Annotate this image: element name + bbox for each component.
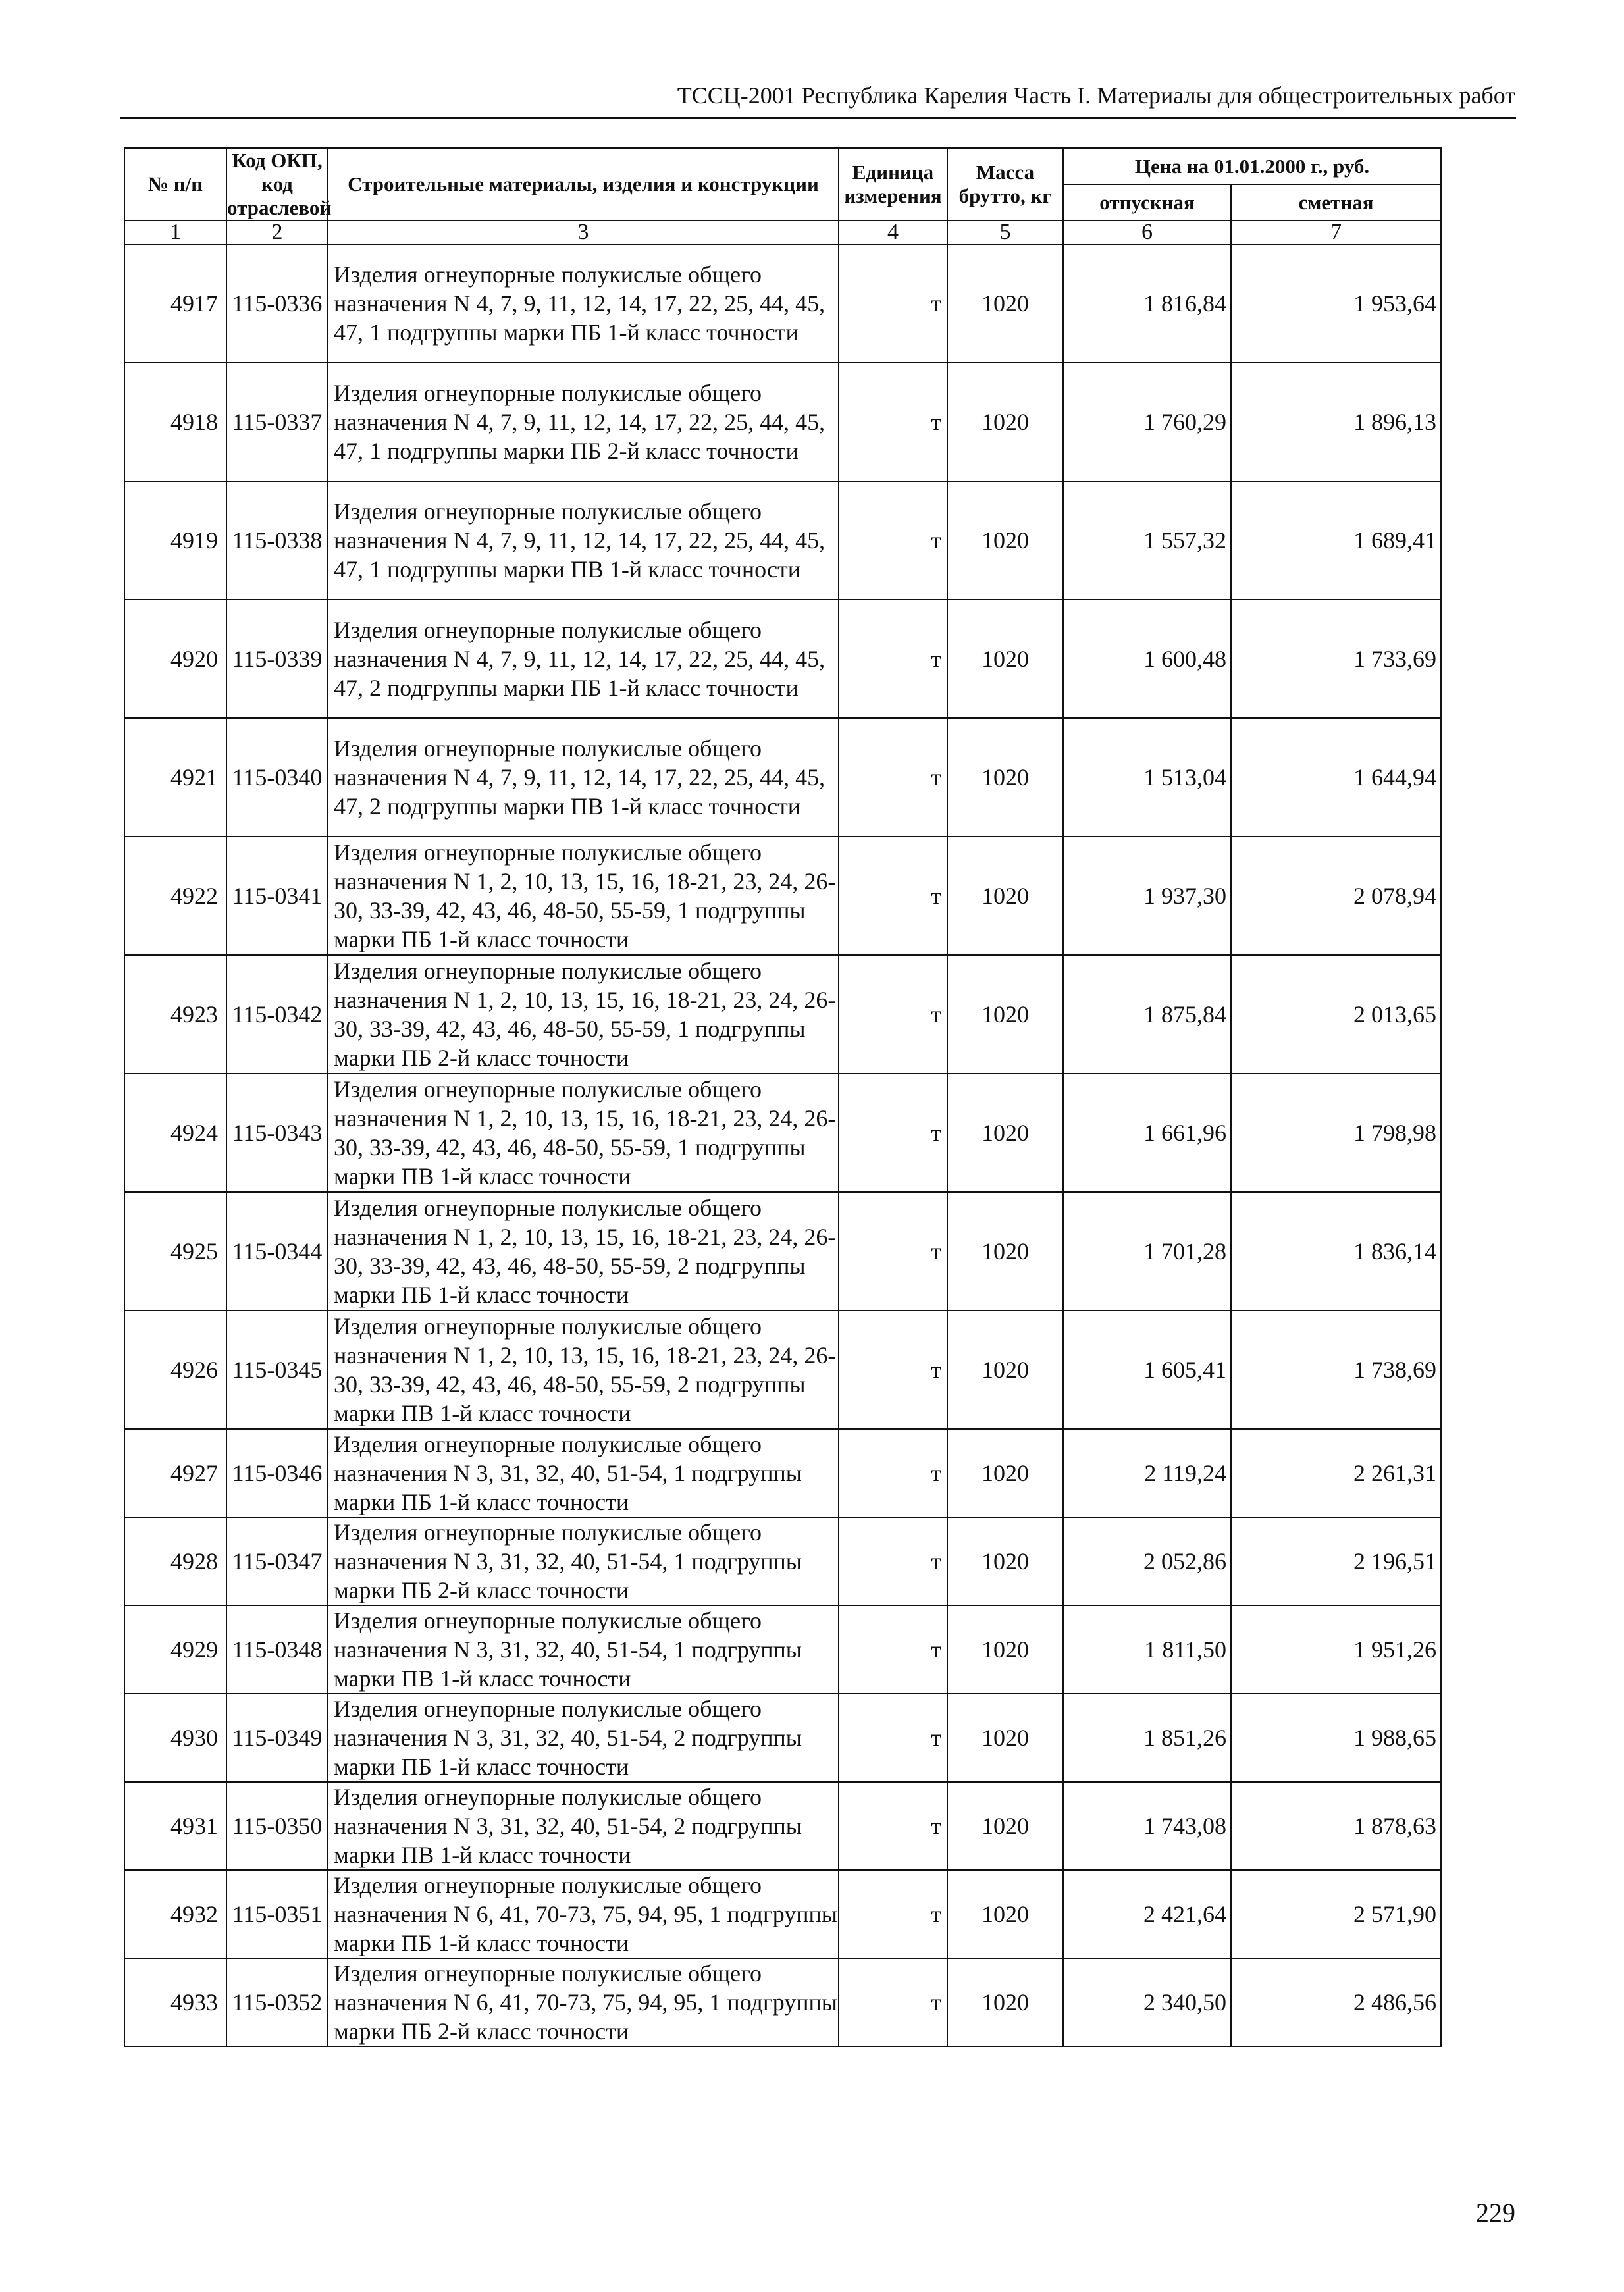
estimate-price: 1 798,98: [1231, 1074, 1441, 1192]
unit: т: [839, 1694, 947, 1782]
unit: т: [839, 363, 947, 481]
gross-mass: 1020: [947, 1694, 1063, 1782]
gross-mass: 1020: [947, 1311, 1063, 1429]
page-number: 229: [1476, 2198, 1515, 2227]
table-row: [124, 244, 1441, 363]
release-price: 1 605,41: [1063, 1311, 1231, 1429]
unit: т: [839, 1782, 947, 1870]
row-number: 4920: [124, 600, 226, 718]
table-row: [124, 955, 1441, 1074]
header-name: Строительные материалы, изделия и конструкции: [328, 148, 839, 221]
gross-mass: 1020: [947, 1958, 1063, 2046]
table-row: [124, 1694, 1441, 1782]
material-name: Изделия огнеупорные полукислые общего назначения N 1, 2, 10, 13, 15, 16, 18-21, 23, 24, 26-30, 33-39, 42, 43, 46, 48-50, 55-59, 2 подгруппы марки ПВ 1-й класс точности: [328, 1311, 839, 1429]
header-price-estimate: сметная: [1231, 184, 1441, 221]
release-price: 2 052,86: [1063, 1517, 1231, 1605]
unit: т: [839, 1074, 947, 1192]
okp-code: 115-0337: [226, 363, 328, 481]
material-name: Изделия огнеупорные полукислые общего назначения N 6, 41, 70-73, 75, 94, 95, 1 подгруппы марки ПБ 2-й класс точности: [328, 1958, 839, 2046]
okp-code: 115-0344: [226, 1192, 328, 1311]
release-price: 1 937,30: [1063, 837, 1231, 955]
table-row: [124, 1958, 1441, 2046]
unit: т: [839, 1605, 947, 1694]
estimate-price: 1 988,65: [1231, 1694, 1441, 1782]
header-price-group: Цена на 01.01.2000 г., руб.: [1063, 148, 1441, 184]
row-number: 4931: [124, 1782, 226, 1870]
okp-code: 115-0345: [226, 1311, 328, 1429]
estimate-price: 1 644,94: [1231, 718, 1441, 837]
row-number: 4928: [124, 1517, 226, 1605]
column-number: 7: [1231, 221, 1441, 244]
estimate-price: 1 951,26: [1231, 1605, 1441, 1694]
row-number: 4926: [124, 1311, 226, 1429]
unit: т: [839, 1311, 947, 1429]
okp-code: 115-0349: [226, 1694, 328, 1782]
price-table: [124, 147, 1442, 2047]
estimate-price: 1 953,64: [1231, 244, 1441, 363]
release-price: 2 421,64: [1063, 1870, 1231, 1958]
row-number: 4930: [124, 1694, 226, 1782]
release-price: 1 743,08: [1063, 1782, 1231, 1870]
okp-code: 115-0343: [226, 1074, 328, 1192]
gross-mass: 1020: [947, 1517, 1063, 1605]
header-code: Код ОКП, код отраслевой: [227, 149, 332, 219]
okp-code: 115-0339: [226, 600, 328, 718]
material-name: Изделия огнеупорные полукислые общего назначения N 3, 31, 32, 40, 51-54, 1 подгруппы марки ПВ 1-й класс точности: [328, 1605, 839, 1694]
release-price: 1 811,50: [1063, 1605, 1231, 1694]
release-price: 1 875,84: [1063, 955, 1231, 1074]
table-row: [124, 1605, 1441, 1694]
material-name: Изделия огнеупорные полукислые общего назначения N 4, 7, 9, 11, 12, 14, 17, 22, 25, 44, 45, 47, 1 подгруппы марки ПБ 2-й класс точности: [328, 363, 839, 481]
column-numbers-row: [124, 221, 1441, 244]
row-number: 4925: [124, 1192, 226, 1311]
estimate-price: 1 836,14: [1231, 1192, 1441, 1311]
material-name: Изделия огнеупорные полукислые общего назначения N 3, 31, 32, 40, 51-54, 2 подгруппы марки ПБ 1-й класс точности: [328, 1694, 839, 1782]
estimate-price: 2 486,56: [1231, 1958, 1441, 2046]
material-name: Изделия огнеупорные полукислые общего назначения N 1, 2, 10, 13, 15, 16, 18-21, 23, 24, 26-30, 33-39, 42, 43, 46, 48-50, 55-59, 1 подгруппы марки ПБ 1-й класс точности: [328, 837, 839, 955]
material-name: Изделия огнеупорные полукислые общего назначения N 1, 2, 10, 13, 15, 16, 18-21, 23, 24, 26-30, 33-39, 42, 43, 46, 48-50, 55-59, 1 подгруппы марки ПБ 2-й класс точности: [328, 955, 839, 1074]
material-name: Изделия огнеупорные полукислые общего назначения N 3, 31, 32, 40, 51-54, 1 подгруппы марки ПБ 1-й класс точности: [328, 1429, 839, 1517]
row-number: 4924: [124, 1074, 226, 1192]
estimate-price: 2 078,94: [1231, 837, 1441, 955]
material-name: Изделия огнеупорные полукислые общего назначения N 1, 2, 10, 13, 15, 16, 18-21, 23, 24, 26-30, 33-39, 42, 43, 46, 48-50, 55-59, 1 подгруппы марки ПВ 1-й класс точности: [328, 1074, 839, 1192]
release-price: 1 760,29: [1063, 363, 1231, 481]
gross-mass: 1020: [947, 1782, 1063, 1870]
material-name: Изделия огнеупорные полукислые общего назначения N 3, 31, 32, 40, 51-54, 1 подгруппы марки ПБ 2-й класс точности: [328, 1517, 839, 1605]
estimate-price: 1 689,41: [1231, 481, 1441, 600]
unit: т: [839, 955, 947, 1074]
table-row: [124, 1517, 1441, 1605]
okp-code: 115-0348: [226, 1605, 328, 1694]
page-header-title: ТССЦ-2001 Республика Карелия Часть I. Материалы для общестроительных работ: [677, 82, 1515, 109]
row-number: 4933: [124, 1958, 226, 2046]
gross-mass: 1020: [947, 244, 1063, 363]
okp-code: 115-0342: [226, 955, 328, 1074]
table-row: [124, 1870, 1441, 1958]
material-name: Изделия огнеупорные полукислые общего назначения N 3, 31, 32, 40, 51-54, 2 подгруппы марки ПВ 1-й класс точности: [328, 1782, 839, 1870]
unit: т: [839, 600, 947, 718]
header-price-release: отпускная: [1063, 184, 1231, 221]
material-name: Изделия огнеупорные полукислые общего назначения N 4, 7, 9, 11, 12, 14, 17, 22, 25, 44, 45, 47, 2 подгруппы марки ПБ 1-й класс точности: [328, 600, 839, 718]
okp-code: 115-0352: [226, 1958, 328, 2046]
header-mass: Масса брутто, кг: [947, 148, 1063, 221]
gross-mass: 1020: [947, 1074, 1063, 1192]
row-number: 4917: [124, 244, 226, 363]
unit: т: [839, 1870, 947, 1958]
table-row: [124, 837, 1441, 955]
material-name: Изделия огнеупорные полукислые общего назначения N 4, 7, 9, 11, 12, 14, 17, 22, 25, 44, 45, 47, 1 подгруппы марки ПБ 1-й класс точности: [328, 244, 839, 363]
table-row: [124, 1192, 1441, 1311]
estimate-price: 1 733,69: [1231, 600, 1441, 718]
row-number: 4921: [124, 718, 226, 837]
okp-code: 115-0338: [226, 481, 328, 600]
gross-mass: 1020: [947, 481, 1063, 600]
table-row: [124, 481, 1441, 600]
row-number: 4919: [124, 481, 226, 600]
release-price: 1 513,04: [1063, 718, 1231, 837]
estimate-price: 2 261,31: [1231, 1429, 1441, 1517]
release-price: 1 851,26: [1063, 1694, 1231, 1782]
unit: т: [839, 1429, 947, 1517]
material-name: Изделия огнеупорные полукислые общего назначения N 6, 41, 70-73, 75, 94, 95, 1 подгруппы марки ПБ 1-й класс точности: [328, 1870, 839, 1958]
unit: т: [839, 481, 947, 600]
material-name: Изделия огнеупорные полукислые общего назначения N 4, 7, 9, 11, 12, 14, 17, 22, 25, 44, 45, 47, 1 подгруппы марки ПВ 1-й класс точности: [328, 481, 839, 600]
row-number: 4918: [124, 363, 226, 481]
column-number: 4: [839, 221, 947, 244]
material-name: Изделия огнеупорные полукислые общего назначения N 4, 7, 9, 11, 12, 14, 17, 22, 25, 44, 45, 47, 2 подгруппы марки ПВ 1-й класс точности: [328, 718, 839, 837]
estimate-price: 2 571,90: [1231, 1870, 1441, 1958]
estimate-price: 1 738,69: [1231, 1311, 1441, 1429]
column-number: 6: [1063, 221, 1231, 244]
okp-code: 115-0336: [226, 244, 328, 363]
estimate-price: 1 878,63: [1231, 1782, 1441, 1870]
table-row: [124, 1311, 1441, 1429]
unit: т: [839, 837, 947, 955]
column-number: 1: [124, 221, 226, 244]
row-number: 4932: [124, 1870, 226, 1958]
column-number: 5: [947, 221, 1063, 244]
okp-code: 115-0347: [226, 1517, 328, 1605]
release-price: 1 816,84: [1063, 244, 1231, 363]
gross-mass: 1020: [947, 955, 1063, 1074]
header-num: № п/п: [124, 148, 226, 221]
okp-code: 115-0350: [226, 1782, 328, 1870]
row-number: 4929: [124, 1605, 226, 1694]
gross-mass: 1020: [947, 718, 1063, 837]
gross-mass: 1020: [947, 600, 1063, 718]
gross-mass: 1020: [947, 1429, 1063, 1517]
estimate-price: 2 196,51: [1231, 1517, 1441, 1605]
table-row: [124, 600, 1441, 718]
gross-mass: 1020: [947, 363, 1063, 481]
unit: т: [839, 1192, 947, 1311]
okp-code: 115-0340: [226, 718, 328, 837]
release-price: 1 661,96: [1063, 1074, 1231, 1192]
okp-code: 115-0351: [226, 1870, 328, 1958]
material-name: Изделия огнеупорные полукислые общего назначения N 1, 2, 10, 13, 15, 16, 18-21, 23, 24, 26-30, 33-39, 42, 43, 46, 48-50, 55-59, 2 подгруппы марки ПБ 1-й класс точности: [328, 1192, 839, 1311]
table-row: [124, 1782, 1441, 1870]
estimate-price: 1 896,13: [1231, 363, 1441, 481]
gross-mass: 1020: [947, 1870, 1063, 1958]
row-number: 4927: [124, 1429, 226, 1517]
release-price: 2 340,50: [1063, 1958, 1231, 2046]
release-price: 1 701,28: [1063, 1192, 1231, 1311]
okp-code: 115-0341: [226, 837, 328, 955]
table-row: [124, 1429, 1441, 1517]
unit: т: [839, 1958, 947, 2046]
column-number: 3: [328, 221, 839, 244]
unit: т: [839, 718, 947, 837]
header-divider: [120, 117, 1516, 119]
row-number: 4923: [124, 955, 226, 1074]
release-price: 2 119,24: [1063, 1429, 1231, 1517]
unit: т: [839, 244, 947, 363]
release-price: 1 600,48: [1063, 600, 1231, 718]
header-unit: Единица измерения: [839, 148, 947, 221]
gross-mass: 1020: [947, 1192, 1063, 1311]
row-number: 4922: [124, 837, 226, 955]
release-price: 1 557,32: [1063, 481, 1231, 600]
table-row: [124, 718, 1441, 837]
gross-mass: 1020: [947, 1605, 1063, 1694]
table-row: [124, 1074, 1441, 1192]
column-number: 2: [226, 221, 328, 244]
table-row: [124, 363, 1441, 481]
gross-mass: 1020: [947, 837, 1063, 955]
okp-code: 115-0346: [226, 1429, 328, 1517]
unit: т: [839, 1517, 947, 1605]
estimate-price: 2 013,65: [1231, 955, 1441, 1074]
